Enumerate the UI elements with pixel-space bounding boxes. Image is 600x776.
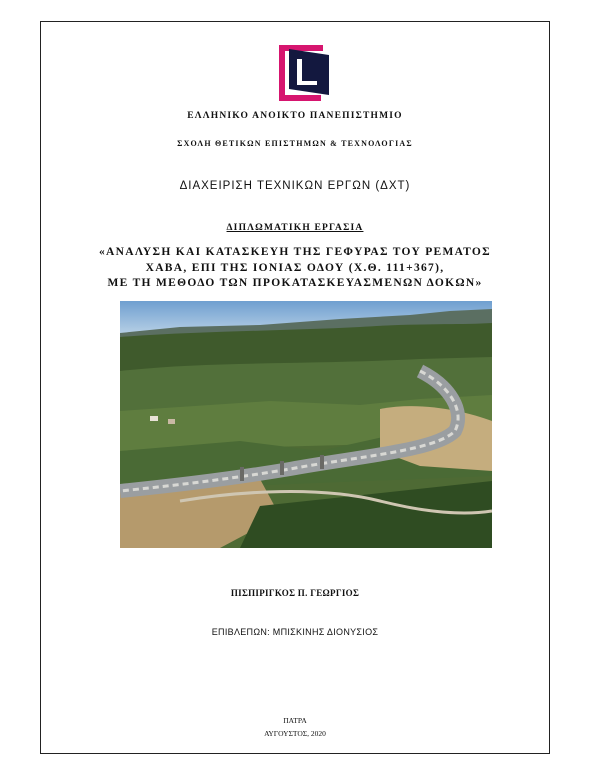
university-name: ΕΛΛΗΝΙΚΟ ΑΝΟΙΚΤΟ ΠΑΝΕΠΙΣΤΗΜΙΟ bbox=[187, 111, 403, 121]
school-name: ΣΧΟΛΗ ΘΕΤΙΚΩΝ ΕΠΙΣΤΗΜΩΝ & ΤΕΧΝΟΛΟΓΙΑΣ bbox=[177, 139, 413, 148]
title-line-3: ΜΕ ΤΗ ΜΕΘΟΔΟ ΤΩΝ ΠΡΟΚΑΤΑΣΚΕΥΑΣΜΕΝΩΝ ΔΟΚΩΝ» bbox=[107, 277, 483, 289]
program-name: ΔΙΑΧΕΙΡΙΣΗ ΤΕΧΝΙΚΩΝ ΕΡΓΩΝ (ΔΧΤ) bbox=[179, 180, 411, 192]
university-logo-icon bbox=[279, 45, 333, 101]
title-line-2: ΧΑΒΑ, ΕΠΙ ΤΗΣ ΙΟΝΙΑΣ ΟΔΟΥ (Χ.Θ. 111+367), bbox=[145, 261, 445, 274]
thesis-label-text: ΔΙΠΛΩΜΑΤΙΚΗ ΕΡΓΑΣΙΑ bbox=[226, 223, 364, 233]
bridge-aerial-photo bbox=[120, 301, 492, 548]
thesis-label bbox=[40, 223, 550, 233]
thesis-title bbox=[40, 245, 550, 292]
date: ΑΥΓΟΥΣΤΟΣ, 2020 bbox=[264, 729, 326, 738]
supervisor-name: ΕΠΙΒΛΕΠΩΝ: ΜΠΙΣΚΙΝΗΣ ΔΙΟΝΥΣΙΟΣ bbox=[211, 627, 379, 637]
author-name: ΠΙΣΠΙΡΙΓΚΟΣ Π. ΓΕΩΡΓΙΟΣ bbox=[230, 588, 360, 598]
title-line-1: «ΑΝΑΛΥΣΗ ΚΑΙ ΚΑΤΑΣΚΕΥΗ ΤΗΣ ΓΕΦΥΡΑΣ ΤΟΥ ΡΕΜΑΤΟΣ bbox=[99, 246, 491, 258]
city: ΠΑΤΡΑ bbox=[283, 716, 307, 725]
